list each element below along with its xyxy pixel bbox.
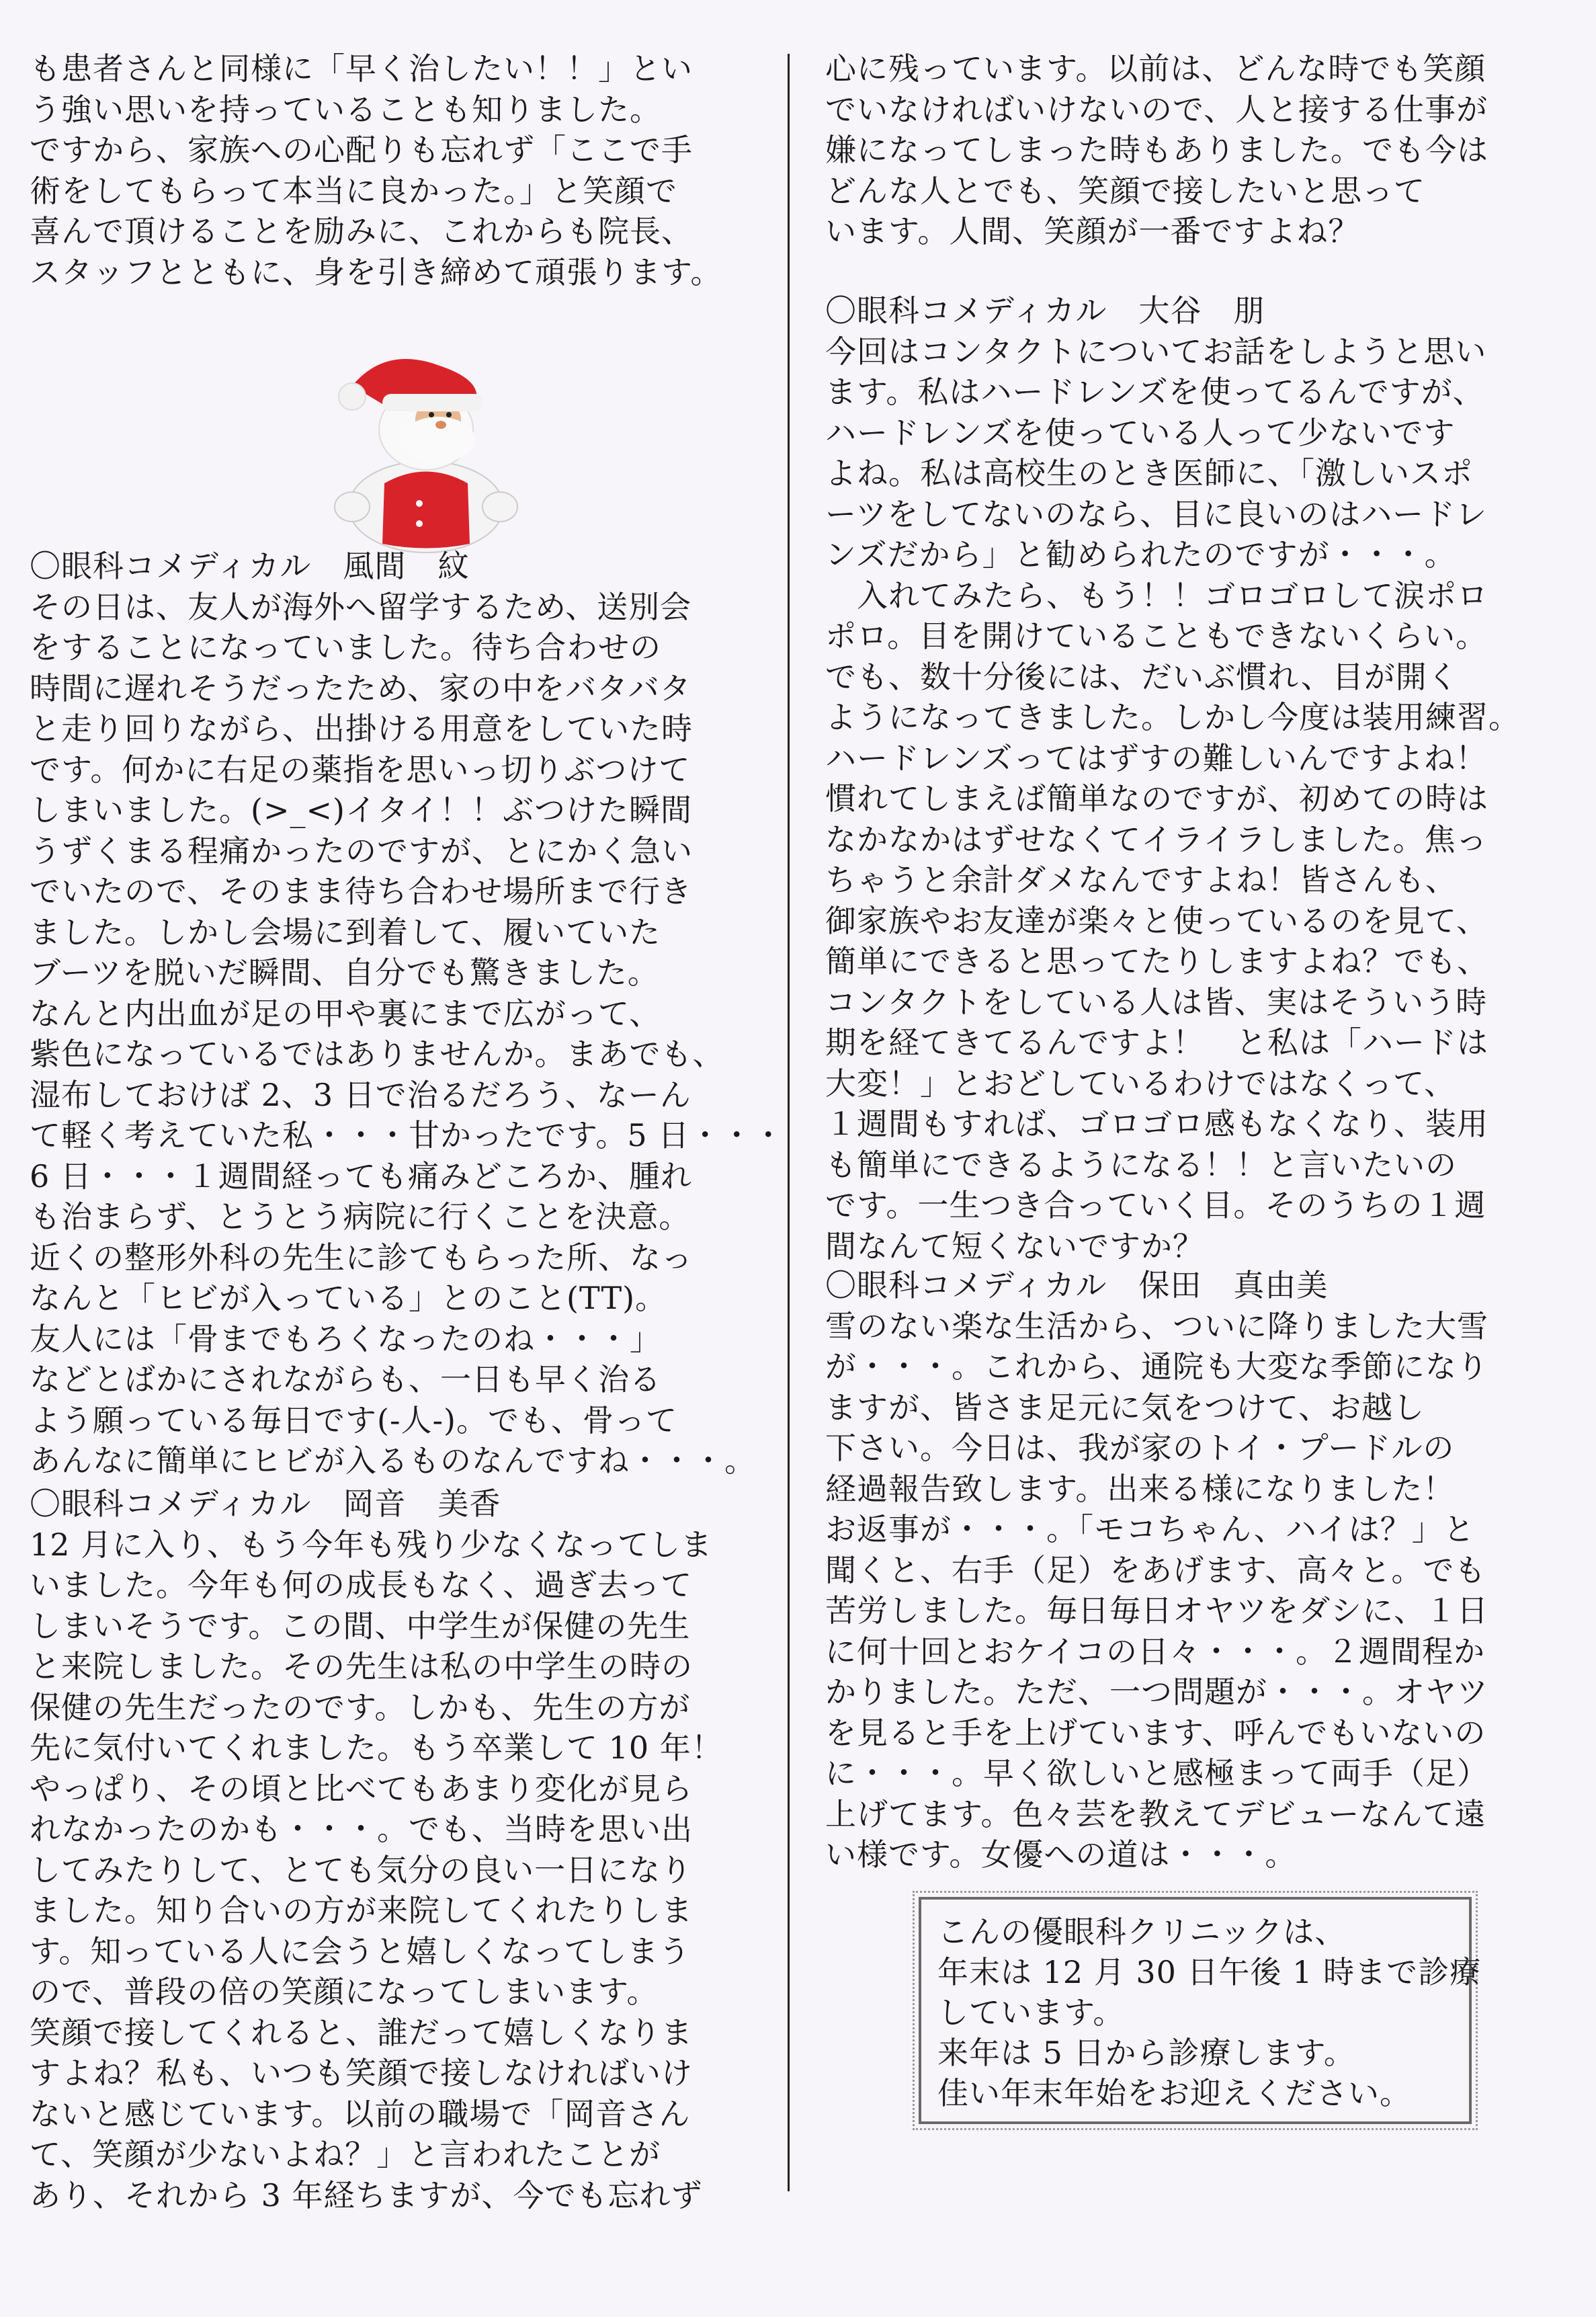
text-line: などとばかにされながらも、一日も早く治る [30,1361,661,1397]
text-line: ブーツを脱いだ瞬間、自分でも驚きました。 [30,954,659,991]
text-line: 経過報告致します。出来る様になりました！ [825,1470,1455,1507]
clinic-notice-box [919,1897,1482,2124]
text-line: 上げてます。色々芸を教えてデビューなんて遠 [825,1795,1486,1832]
text-line: あんなに簡単にヒビが入るものなんですね・・・。 [30,1442,756,1479]
text-line: 湿布しておけば 2、3 日で治るだろう、なーん [30,1076,691,1113]
text-line: でいなければいけないので、人と接する仕事が [825,91,1488,128]
text-line: 喜んで頂けることを励みに、これからも院長、 [30,213,693,249]
text-line: ハードレンズってはずすの難しいんですよね！ [825,739,1487,776]
section-hoda [825,1265,1488,1875]
text-line: スタッフとともに、身を引き締めて頑張ります。 [30,253,722,290]
text-line: 慣れてしまえば簡単なのですが、初めての時は [825,780,1488,817]
text-line: ちゃうと余計ダメなんですよね！皆さんも、 [825,862,1457,898]
notice-line: こんの優眼科クリニックは、 [937,1914,1347,1950]
text-line: １週間もすれば、ゴロゴロ感もなくなり、装用 [825,1106,1488,1142]
text-line: と来院しました。その先生は私の中学生の時の [30,1648,693,1684]
section-heading: 〇眼科コメディカル 大谷 朋 [825,292,1265,329]
text-line: 今回はコンタクトについてお話をしようと思い [825,333,1487,370]
section-okane [30,1483,723,2216]
intro-paragraph [30,48,722,292]
text-line: ーツをしてないのなら、目に良いのはハードレ [825,495,1488,532]
text-line: も簡単にできるようになる！！と言いたいの [825,1146,1457,1183]
text-line: うずくまる程痛かったのですが、とにかく急い [30,832,693,869]
text-line: しまいそうです。この間、中学生が保健の先生 [30,1607,691,1644]
text-line: 先に気付いてくれました。もう卒業して 10 年！ [30,1730,723,1766]
text-line: ようになってきました。しかし今度は装用練習。 [825,699,1520,735]
text-line: ンズだから」と勧められたのですが・・・。 [825,536,1456,573]
section-heading: 〇眼科コメディカル 保田 真由美 [825,1267,1329,1303]
text-line: なんと内出血が足の甲や裏にまで広がって、 [30,995,661,1032]
text-line: も治まらず、とうとう病院に行くことを決意。 [30,1198,691,1235]
text-line: ました。知り合いの方が来院してくれたりしま [30,1892,693,1928]
text-line: すよね？私も、いつも笑顔で接しなければいけ [30,2055,693,2091]
notice-line: 佳い年末年始をお迎えください。 [937,2075,1411,2111]
text-line: なんと「ヒビが入っている」とのこと(TT)。 [30,1280,667,1316]
text-line: 苦労しました。毎日毎日オヤツをダシに、１日 [825,1592,1488,1629]
text-line: 入れてみたら、もう！！ゴロゴロして涙ポロ [825,577,1488,614]
text-line: ハードレンズを使っている人って少ないです [825,414,1456,451]
text-line: ますが、皆さま足元に気をつけて、お越し [825,1389,1425,1426]
notice-line: 年末は 12 月 30 日午後 1 時まで診療 [937,1954,1482,1990]
text-line: ので、普段の倍の笑顔になってしまいます。 [30,1974,659,2010]
continued-paragraph [825,48,1488,252]
text-line: ました。しかし会場に到着して、履いていた [30,913,661,950]
column-divider [788,54,790,2191]
text-line: 簡単にできると思ってたりしますよね？でも、 [825,943,1488,979]
text-line: 12 月に入り、もう今年も残り少なくなってしま [30,1526,713,1563]
text-line: です。一生つき合っていく目。そのうちの１週 [825,1187,1486,1223]
text-line: どんな人とでも、笑顔で接したいと思って [825,172,1425,209]
text-line: 大変！」とおどしているわけではなくって、 [825,1065,1456,1102]
notice-line: しています。 [937,1994,1125,2031]
text-line: ないと感じています。以前の職場で「岡音さん [30,2095,691,2132]
section-kazama [30,546,784,1481]
text-line: ます。私はハードレンズを使ってるんですが、 [825,374,1484,410]
text-line: よね。私は高校生のとき医師に、「激しいスポ [825,455,1473,491]
text-line: 下さい。今日は、我が家のトイ・プードルの [825,1430,1455,1466]
text-line: す。知っている人に会うと嬉しくなってしまう [30,1933,691,1969]
text-line: ポロ。目を開けていることもできないくらい。 [825,618,1488,654]
text-line: 時間に遅れそうだったため、家の中をバタバタ [30,669,691,706]
text-line: かりました。ただ、一つ問題が・・・。オヤツ [825,1674,1488,1710]
text-line: ですから、家族への心配りも忘れず「ここで手 [30,132,693,168]
text-line: をすることになっていました。待ち合わせの [30,629,661,665]
text-line: に何十回とおケイコの日々・・・。２週間程か [825,1633,1485,1670]
text-line: 嫌になってしまった時もありました。でも今は [825,132,1488,168]
text-line: 雪のない楽な生活から、ついに降りました大雪 [825,1307,1488,1344]
text-line: い様です。女優への道は・・・。 [825,1836,1297,1873]
text-line: コンタクトをしている人は皆、実はそういう時 [825,983,1488,1020]
text-line: よう願っている毎日です(-人-)。でも、骨って [30,1401,677,1438]
text-line: でいたので、そのまま待ち合わせ場所まで行き [30,873,693,909]
text-line: も患者さんと同様に「早く治したい！！」とい [30,50,693,87]
text-line: あり、それから 3 年経ちますが、今でも忘れず [30,2177,703,2213]
text-line: やっぱり、その頃と比べてもあまり変化が見ら [30,1770,693,1807]
text-line: なかなかはずせなくてイライラしました。焦っ [825,821,1488,858]
text-line: 聞くと、右手（足）をあげます、高々と。でも [825,1551,1486,1588]
text-line: 紫色になっているではありませんか。まあでも、 [30,1036,724,1072]
text-line: 保健の先生だったのです。しかも、先生の方が [30,1689,691,1725]
text-line: です。何かに右足の薬指を思いっ切りぶつけて [30,751,691,788]
text-line: います。人間、笑顔が一番ですよね？ [825,213,1360,249]
text-line: と走り回りながら、出掛ける用意をしていた時 [30,710,693,747]
text-line: 御家族やお友達が楽々と使っているのを見て、 [825,902,1488,939]
text-line: に・・・。早く欲しいと感極まって両手（足） [825,1755,1488,1791]
text-line: してみたりして、とても気分の良い一日になり [30,1851,693,1888]
santa-snowman-icon [325,339,527,554]
text-line: でも、数十分後には、だいぶ慣れ、目が開く [825,658,1459,695]
text-line: て軽く考えていた私・・・甘かったです。5 日・・・ [30,1117,785,1153]
text-line: う強い思いを持っていることも知りました。 [30,91,661,128]
text-line: て、笑顔が少ないよね？」と言われたことが [30,2136,661,2172]
text-line: 術をしてもらって本当に良かった。」と笑顔で [30,172,677,209]
section-heading: 〇眼科コメディカル 風間 紋 [30,548,470,584]
text-line: 期を経てきてるんですよ！ と私は「ハードは [825,1024,1488,1061]
section-heading: 〇眼科コメディカル 岡音 美香 [30,1486,501,1522]
text-line: が・・・。これから、通院も大変な季節になり [825,1348,1488,1385]
text-line: その日は、友人が海外へ留学するため、送別会 [30,588,692,625]
text-line: 間なんて短くないですか？ [825,1227,1204,1264]
text-line: いました。今年も何の成長もなく、過ぎ去って [30,1567,693,1603]
text-line: 近くの整形外科の先生に診てもらった所、なっ [30,1239,693,1276]
section-otani [825,290,1520,1266]
text-line: 6 日・・・１週間経っても痛みどころか、腫れ [30,1157,692,1194]
text-line: 友人には「骨までもろくなったのね・・・」 [30,1320,661,1357]
text-line: 心に残っています。以前は、どんな時でも笑顔 [825,50,1486,87]
text-line: 笑顔で接してくれると、誰だって嬉しくなりま [30,2014,693,2051]
text-line: お返事が・・・。「モコちゃん、ハイは？」と [825,1511,1475,1547]
text-line: しまいました。(>_<)イタイ！！ぶつけた瞬間 [30,792,693,828]
text-line: を見ると手を上げています、呼んでもいないの [825,1714,1486,1751]
text-line: れなかったのかも・・・。でも、当時を思い出 [30,1811,693,1847]
notice-line: 来年は 5 日から診療します。 [937,2035,1355,2071]
